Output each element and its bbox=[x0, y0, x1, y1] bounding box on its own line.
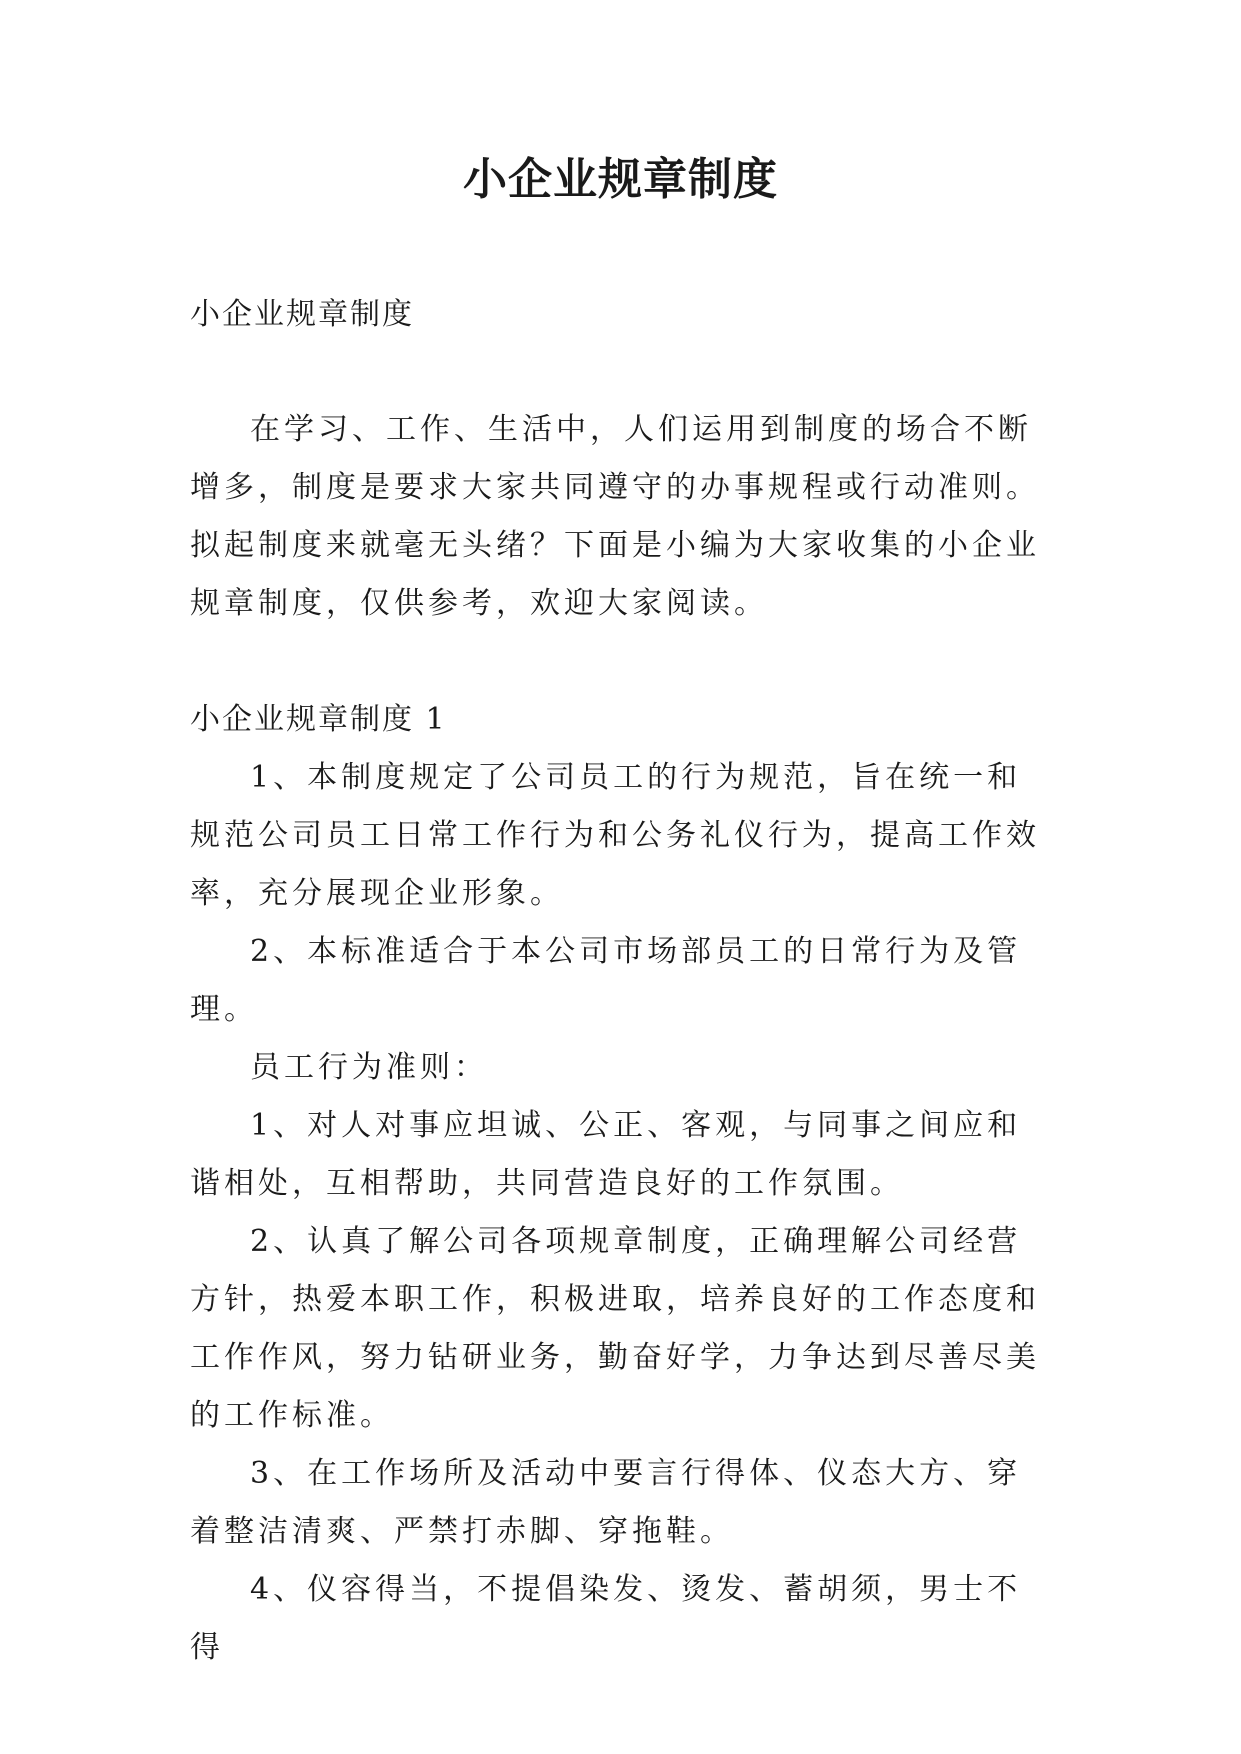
section-heading: 小企业规章制度 1 bbox=[190, 702, 447, 737]
document-title: 小企业规章制度 bbox=[463, 154, 778, 205]
paragraph: 1、对人对事应坦诚、公正、客观，与同事之间应和谐相处，互相帮助，共同营造良好的工作氛围。 bbox=[190, 1108, 1022, 1201]
paragraph: 员工行为准则： bbox=[250, 1050, 488, 1085]
paragraph: 1、本制度规定了公司员工的行为规范，旨在统一和规范公司员工日常工作行为和公务礼仪行为，提高工作效率，充分展现企业形象。 bbox=[190, 760, 1040, 911]
paragraph: 2、本标准适合于本公司市场部员工的日常行为及管理。 bbox=[190, 934, 1022, 1027]
paragraph: 3、在工作场所及活动中要言行得体、仪态大方、穿着整洁清爽、严禁打赤脚、穿拖鞋。 bbox=[190, 1456, 1022, 1549]
paragraph: 4、仪容得当，不提倡染发、烫发、蓄胡须，男士不得 bbox=[190, 1572, 1022, 1665]
intro-block bbox=[190, 401, 1052, 633]
intro-paragraph: 在学习、工作、生活中，人们运用到制度的场合不断增多，制度是要求大家共同遵守的办事规程或行动准则。拟起制度来就毫无头绪？下面是小编为大家收集的小企业规章制度，仅供参考，欢迎大家阅读。 bbox=[190, 412, 1040, 621]
document-subtitle: 小企业规章制度 bbox=[190, 297, 414, 332]
paragraph: 2、认真了解公司各项规章制度，正确理解公司经营方针，热爱本职工作，积极进取，培养良好的工作态度和工作作风，努力钻研业务，勤奋好学，力争达到尽善尽美的工作标准。 bbox=[190, 1224, 1040, 1433]
section-1 bbox=[190, 691, 1052, 1677]
